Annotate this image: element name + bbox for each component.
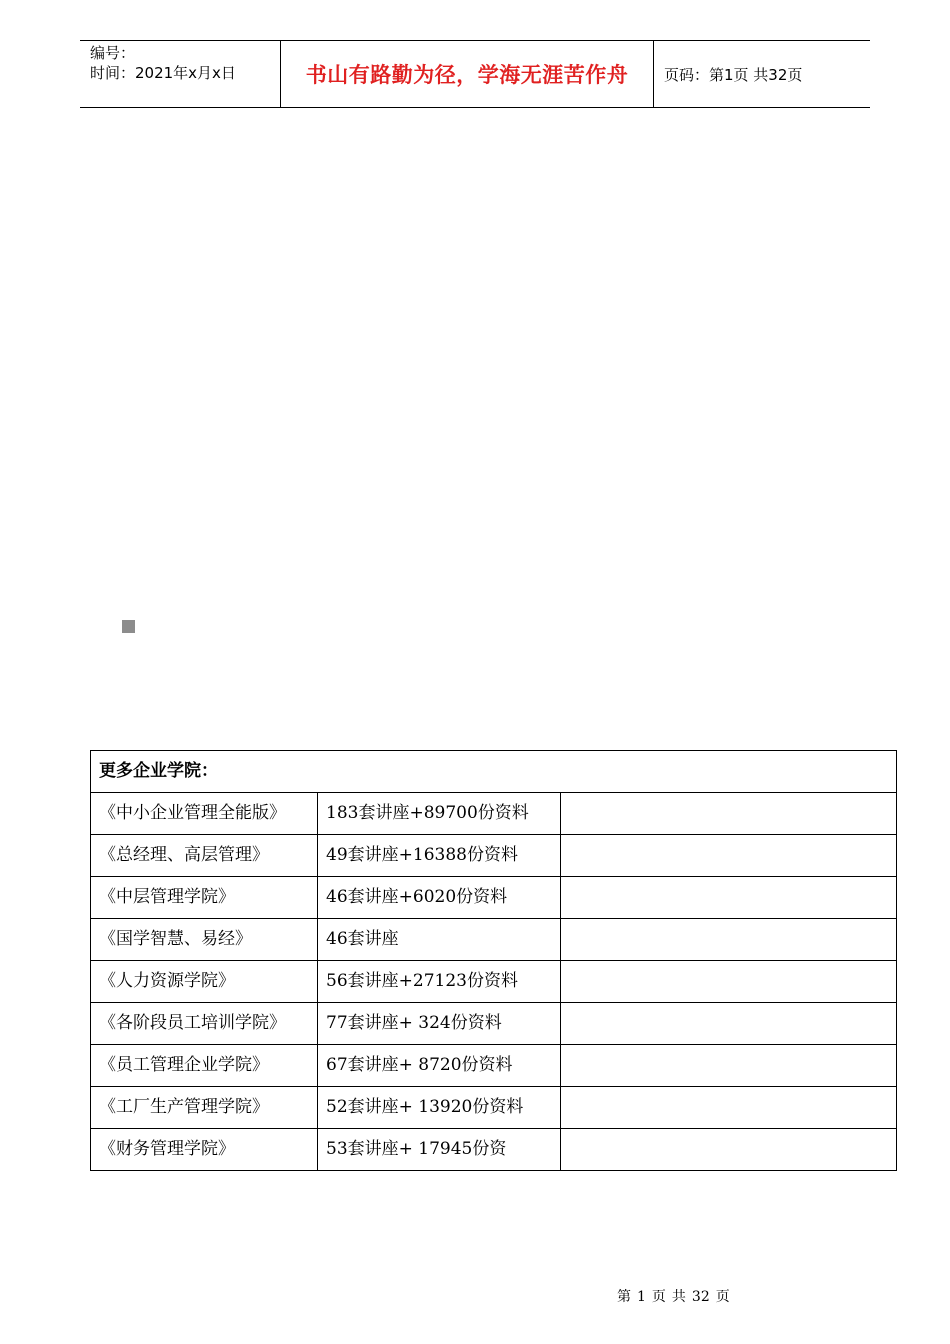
academy-content: 52套讲座+ 13920份资料 bbox=[318, 1087, 561, 1129]
number-label: 编号： bbox=[90, 44, 136, 62]
footer-gong: 共 bbox=[671, 1289, 686, 1305]
header-meta bbox=[80, 41, 281, 107]
academy-extra bbox=[561, 919, 897, 961]
academy-content: 67套讲座+ 8720份资料 bbox=[318, 1045, 561, 1087]
table-row bbox=[91, 961, 897, 1003]
academy-extra bbox=[561, 1087, 897, 1129]
square-bullet-icon bbox=[122, 620, 135, 633]
table-row bbox=[91, 1003, 897, 1045]
footer-ye-2: 页 bbox=[715, 1289, 730, 1305]
academy-extra bbox=[561, 1045, 897, 1087]
footer-total-pages: 32 bbox=[691, 1289, 710, 1305]
motto: 书山有路勤为径，学海无涯苦作舟 bbox=[305, 63, 629, 87]
academy-extra bbox=[561, 877, 897, 919]
table-title: 更多企业学院： bbox=[91, 751, 897, 793]
header-page-info-cell bbox=[654, 41, 870, 107]
academy-extra bbox=[561, 961, 897, 1003]
academy-name: 《中层管理学院》 bbox=[91, 877, 318, 919]
table-title-row bbox=[91, 751, 897, 793]
header-motto-cell bbox=[281, 41, 654, 107]
footer-ye: 页 bbox=[651, 1289, 666, 1305]
academy-extra bbox=[561, 793, 897, 835]
academy-name: 《总经理、高层管理》 bbox=[91, 835, 318, 877]
footer-di: 第 bbox=[617, 1289, 631, 1305]
table-row bbox=[91, 1045, 897, 1087]
academy-name: 《工厂生产管理学院》 bbox=[91, 1087, 318, 1129]
academy-name: 《财务管理学院》 bbox=[91, 1129, 318, 1171]
table-row bbox=[91, 877, 897, 919]
academy-extra bbox=[561, 1129, 897, 1171]
page-footer bbox=[617, 1286, 736, 1306]
footer-page-number: 1 bbox=[637, 1289, 646, 1305]
academy-table bbox=[90, 750, 897, 1171]
academy-name: 《员工管理企业学院》 bbox=[91, 1045, 318, 1087]
academy-name: 《国学智慧、易经》 bbox=[91, 919, 318, 961]
time-label: 时间：2021年x月x日 bbox=[90, 64, 236, 82]
academy-name: 《各阶段员工培训学院》 bbox=[91, 1003, 318, 1045]
academy-content: 53套讲座+ 17945份资 bbox=[318, 1129, 561, 1171]
table-row bbox=[91, 793, 897, 835]
table-row bbox=[91, 1129, 897, 1171]
academy-content: 77套讲座+ 324份资料 bbox=[318, 1003, 561, 1045]
document-header bbox=[80, 40, 870, 108]
page-info: 页码：第1页 共32页 bbox=[664, 65, 803, 84]
academy-content: 49套讲座+16388份资料 bbox=[318, 835, 561, 877]
table-row bbox=[91, 835, 897, 877]
academy-content: 56套讲座+27123份资料 bbox=[318, 961, 561, 1003]
academy-extra bbox=[561, 1003, 897, 1045]
academy-name: 《人力资源学院》 bbox=[91, 961, 318, 1003]
academy-name: 《中小企业管理全能版》 bbox=[91, 793, 318, 835]
academy-extra bbox=[561, 835, 897, 877]
academy-content: 183套讲座+89700份资料 bbox=[318, 793, 561, 835]
academy-content: 46套讲座+6020份资料 bbox=[318, 877, 561, 919]
table-row bbox=[91, 1087, 897, 1129]
table-row bbox=[91, 919, 897, 961]
academy-content: 46套讲座 bbox=[318, 919, 561, 961]
